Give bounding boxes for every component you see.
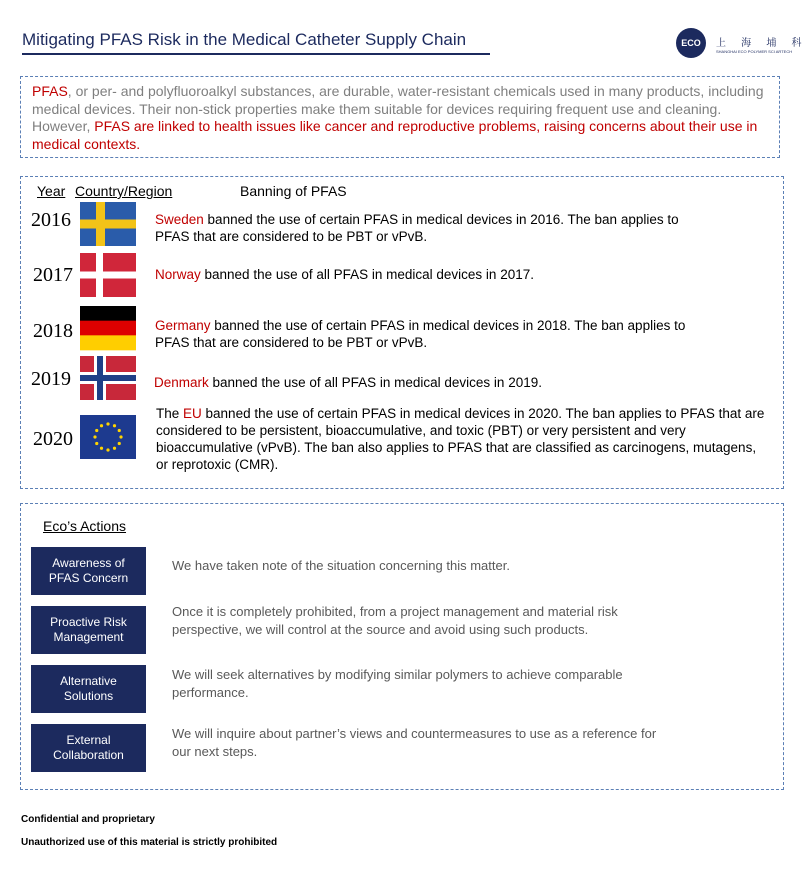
- country-name: Germany: [155, 318, 211, 333]
- eu-star: [95, 429, 98, 432]
- germany-flag-icon: [80, 306, 136, 350]
- ban-text-2017: [155, 266, 715, 283]
- action-awareness-desc: We have taken note of the situation concerning this matter.: [172, 558, 510, 573]
- sweden-flag-icon: [80, 202, 136, 246]
- header-country: Country/Region: [75, 183, 173, 199]
- logo-english-text: SHANGHAI ECO POLYMER SCI ARTECH: [716, 49, 793, 54]
- eu-star: [113, 447, 116, 450]
- intro-body: , or per- and polyfluoroalkyl substances, are durable, water-resistant chemicals used in many products, including medical devices. Their non-stick properties make them suitable for devices requiring frequent use and cleaning. However,: [32, 83, 764, 134]
- country-name: Norway: [155, 267, 201, 282]
- ban-text-2018: [155, 317, 715, 351]
- year-2020: 2020: [33, 428, 73, 450]
- eu-star: [119, 435, 122, 438]
- action-collaboration-desc: We will inquire about partner’s views and countermeasures to use as a reference for our next steps.: [172, 726, 657, 759]
- year-2019: 2019: [31, 368, 71, 390]
- eu-star: [106, 422, 109, 425]
- page-title: Mitigating PFAS Risk in the Medical Catheter Supply Chain: [22, 30, 490, 55]
- eu-star: [100, 447, 103, 450]
- intro-box: [20, 76, 780, 158]
- eu-star: [93, 435, 96, 438]
- action-awareness-button[interactable]: Awareness of PFAS Concern: [31, 547, 146, 595]
- ban-description: banned the use of certain PFAS in medical devices in 2016. The ban applies to PFAS that are considered to be PBT or vPvB.: [155, 212, 679, 244]
- year-2016: 2016: [31, 209, 71, 231]
- ban-text-2016: [155, 211, 715, 245]
- logo-mark: ECO: [676, 28, 706, 58]
- country-name: Sweden: [155, 212, 204, 227]
- intro-pfas-term: PFAS: [32, 83, 68, 99]
- actions-title: Eco’s Actions: [43, 518, 127, 534]
- eu-star: [100, 424, 103, 427]
- company-logo: [676, 28, 808, 60]
- action-alternatives-button[interactable]: Alternative Solutions: [31, 665, 146, 713]
- action-risk-management-button[interactable]: Proactive Risk Management: [31, 606, 146, 654]
- year-2018: 2018: [33, 320, 73, 342]
- intro-health-warning: PFAS are linked to health issues like cancer and reproductive problems, raising concerns about their use in medical contexts.: [32, 118, 758, 152]
- ban-text-2020: [156, 405, 768, 473]
- intro-paragraph: [32, 83, 772, 153]
- ban-description: banned the use of all PFAS in medical devices in 2017.: [200, 267, 534, 282]
- country-name: EU: [183, 406, 202, 421]
- denmark-flag-icon: [80, 253, 136, 297]
- action-risk-management-desc: Once it is completely prohibited, from a project management and material risk perspective, we will control at the source and avoid using such products.: [172, 604, 618, 637]
- ban-description: banned the use of certain PFAS in medical devices in 2018. The ban applies to PFAS that are considered to be PBT or vPvB.: [155, 318, 686, 350]
- norway-flag-icon: [80, 356, 136, 400]
- eu-star: [113, 424, 116, 427]
- eu-star: [106, 448, 109, 451]
- logo-chinese-text: 上 海 埔 科: [716, 38, 808, 49]
- footer-confidential: Confidential and proprietary: [21, 814, 155, 825]
- year-2017: 2017: [33, 264, 73, 286]
- ban-description: banned the use of certain PFAS in medical devices in 2020. The ban applies to PFAS that are considered to be persistent, bioaccumulative, and toxic (PBT) or very persistent and very bioaccumulative (vPvB). The ban also applies to PFAS that are classified as carcinogens, mutagens, or reprotoxic (CMR).: [156, 406, 765, 472]
- eu-star: [95, 442, 98, 445]
- footer-unauthorized: Unauthorized use of this material is strictly prohibited: [21, 837, 278, 848]
- country-prefix: The: [156, 406, 184, 421]
- action-collaboration-button[interactable]: External Collaboration: [31, 724, 146, 772]
- header-year: Year: [37, 183, 66, 199]
- header-banning: Banning of PFAS: [240, 183, 347, 199]
- eu-flag-icon: [80, 415, 136, 459]
- eu-star: [118, 429, 121, 432]
- ban-text-2019: [154, 374, 714, 391]
- eu-star: [118, 442, 121, 445]
- action-alternatives-desc: We will seek alternatives by modifying similar polymers to achieve comparable performance.: [172, 667, 623, 700]
- country-name: Denmark: [154, 375, 209, 390]
- ban-description: banned the use of all PFAS in medical devices in 2019.: [208, 375, 542, 390]
